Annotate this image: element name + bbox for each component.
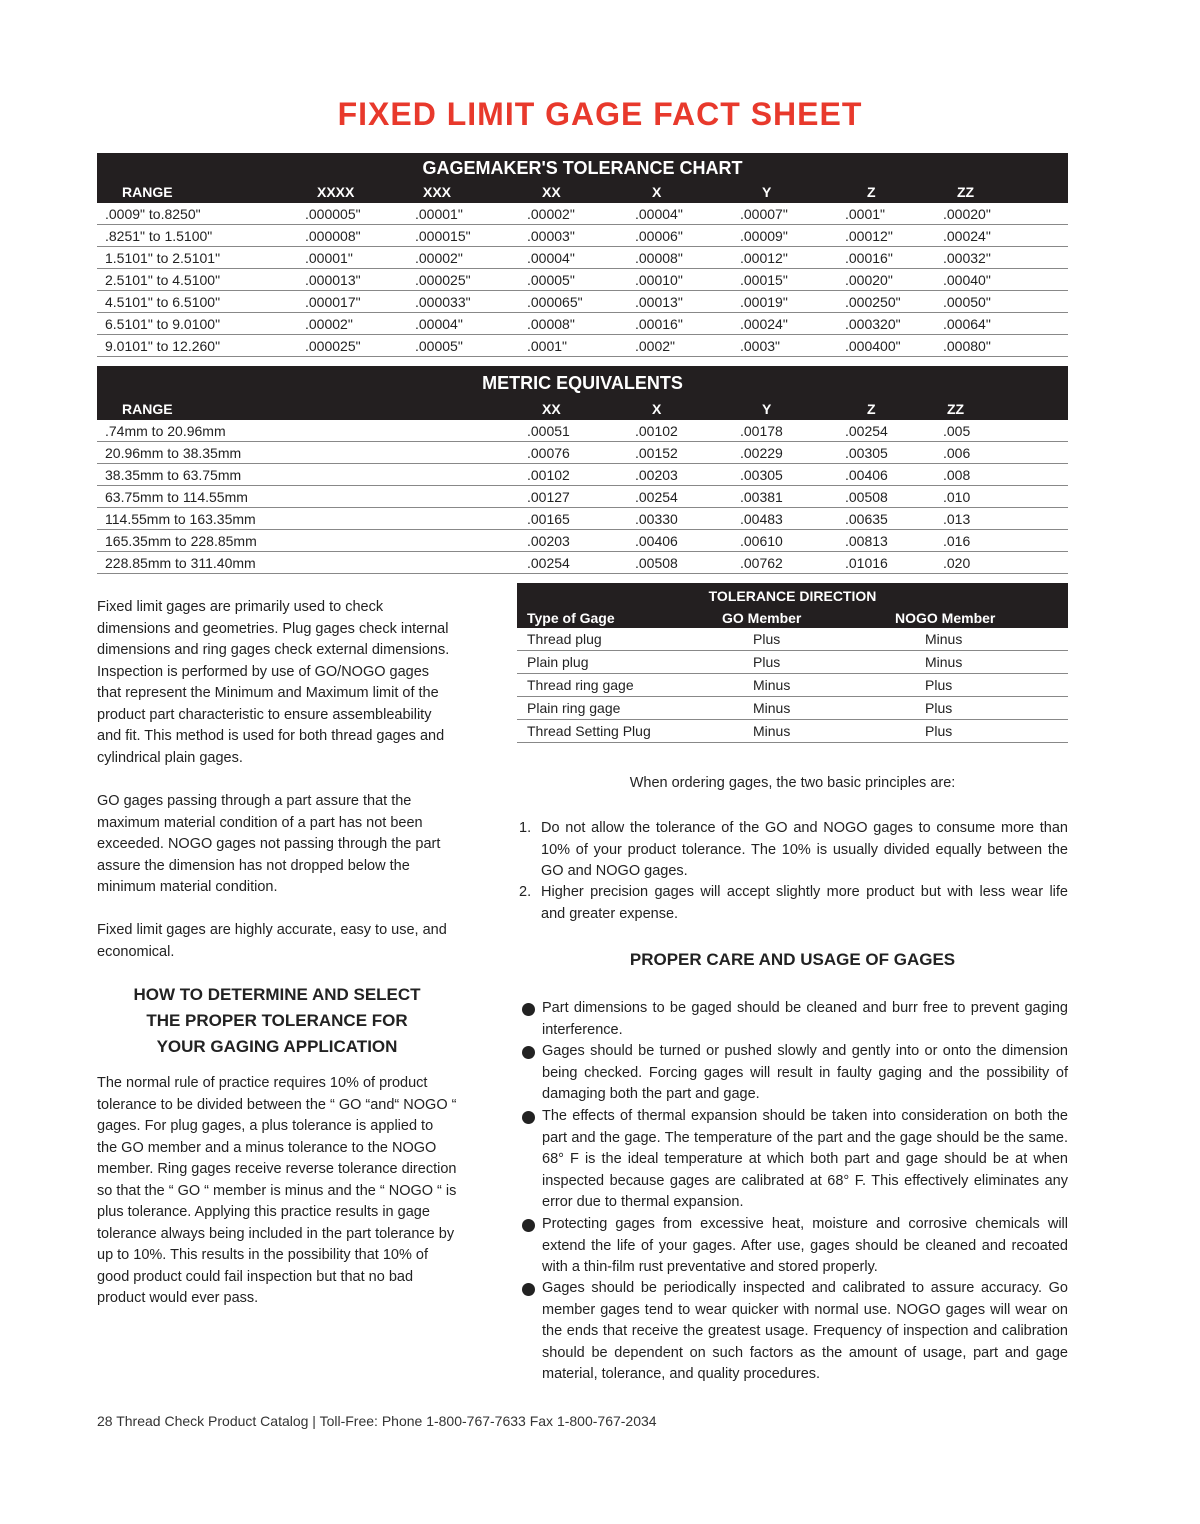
bullet-icon (522, 1111, 535, 1124)
col-header: Type of Gage (527, 610, 615, 626)
table-cell: .000065" (527, 294, 583, 310)
table-cell: .00015" (740, 272, 788, 288)
bullet-text: Gages should be turned or pushed slowly and gently into or onto the dimension being checked. Forcing gages will result in faulty gaging and the possibility of damaging both the part and gage. (542, 1043, 1068, 1102)
table-cell: .006 (943, 445, 971, 461)
table-cell: .000250" (845, 294, 901, 310)
tolerance-chart-caption: GAGEMAKER'S TOLERANCE CHART (422, 158, 743, 178)
table-cell: .00813 (845, 533, 888, 549)
table-cell: .000320" (845, 316, 901, 332)
table-row (97, 335, 1068, 357)
table-cell: Minus (925, 654, 963, 670)
table-cell: .010 (943, 489, 971, 505)
table-row (97, 291, 1068, 313)
table-cell: .00050" (943, 294, 991, 310)
col-header: GO Member (722, 610, 802, 626)
col-header: ZZ (957, 184, 975, 200)
table-cell: .00005" (415, 338, 463, 354)
table-cell: .00002" (305, 316, 353, 332)
care-bullet (522, 1278, 1068, 1386)
metric-table-header (97, 366, 1068, 420)
table-row (97, 247, 1068, 269)
col-header: Z (867, 401, 876, 417)
direction-table-caption: TOLERANCE DIRECTION (708, 588, 877, 604)
heading-line: THE PROPER TOLERANCE FOR (146, 1011, 408, 1030)
page-title: FIXED LIMIT GAGE FACT SHEET (337, 96, 863, 132)
care-bullet (522, 1214, 1068, 1279)
table-cell: .000005" (305, 206, 361, 222)
summary-paragraph: Fixed limit gages are highly accurate, easy to use, and economical. (97, 922, 447, 960)
care-bullet (522, 1041, 1068, 1106)
practice-paragraph: The normal rule of practice requires 10% of product tolerance to be divided between the “ GO “and“ NOGO “ gages. For plug gages, a plus tolerance is applied to the GO member and a minus tolerance to the NOGO member. Ring gages receive reverse tolerance direction so that the “ GO “ member is minus and the “ NOGO “ is plus tolerance. Applying this practice results in gage tolerance always being included in the part tolerance by up to 10%. This results in the possibility that 10% of good product could fail inspection but that no bad product would ever pass. (97, 1075, 457, 1306)
table-cell: .00635 (845, 511, 888, 527)
table-cell: 6.5101" to 9.0100" (105, 316, 221, 332)
table-cell: 20.96mm to 38.35mm (105, 445, 242, 461)
metric-table-caption: METRIC EQUIVALENTS (482, 373, 683, 393)
table-cell: .00007" (740, 206, 788, 222)
table-cell: .00152 (635, 445, 678, 461)
bullet-icon (522, 1219, 535, 1232)
care-bullet (522, 1106, 1068, 1214)
care-heading: PROPER CARE AND USAGE OF GAGES (629, 950, 956, 969)
table-cell: .0002" (635, 338, 676, 354)
table-cell: Minus (753, 723, 791, 739)
table-cell: .00508 (635, 555, 678, 571)
principle-number: 1. (519, 820, 532, 836)
table-cell: Thread plug (527, 631, 602, 647)
table-cell: 63.75mm to 114.55mm (105, 489, 248, 505)
table-cell: .00024" (943, 228, 991, 244)
table-cell: .000033" (415, 294, 471, 310)
table-cell: .00080" (943, 338, 991, 354)
table-cell: .00254 (527, 555, 570, 571)
table-cell: .00330 (635, 511, 678, 527)
table-row (517, 651, 1068, 674)
table-cell: .000013" (305, 272, 361, 288)
table-cell: .005 (943, 423, 971, 439)
table-cell: Plus (925, 723, 953, 739)
table-cell: Minus (925, 631, 963, 647)
table-cell: .00001" (305, 250, 353, 266)
table-cell: .00001" (415, 206, 463, 222)
bullet-text: The effects of thermal expansion should be taken into consideration on both the part and the gage. The temperature of the part and the gage should be the same. 68° F is the ideal temperature at which both part and gage should be at when inspected because gages are calibrated at 68° F. This effectively eliminates any error due to thermal expansion. (542, 1108, 1068, 1210)
col-header: RANGE (122, 401, 173, 417)
table-cell: .00102 (527, 467, 570, 483)
table-cell: 9.0101" to 12.260" (105, 338, 221, 354)
table-cell: 1.5101" to 2.5101" (105, 250, 221, 266)
col-header: RANGE (122, 184, 173, 200)
heading-line: YOUR GAGING APPLICATION (156, 1037, 398, 1056)
col-header: XXXX (317, 184, 355, 200)
table-row (97, 442, 1068, 464)
table-cell: .0003" (740, 338, 781, 354)
table-cell: .00006" (635, 228, 683, 244)
col-header: XX (542, 401, 561, 417)
col-header: ZZ (947, 401, 965, 417)
table-cell: .00203 (635, 467, 678, 483)
bullet-icon (522, 1283, 535, 1296)
tolerance-chart-header (97, 153, 1068, 203)
table-cell: .000008" (305, 228, 361, 244)
table-cell: .00051 (527, 423, 570, 439)
table-cell: .00003" (527, 228, 575, 244)
table-cell: .00016" (635, 316, 683, 332)
table-row (97, 486, 1068, 508)
principle-item (519, 882, 1068, 925)
table-cell: .00020" (845, 272, 893, 288)
tolerance-chart-columns (97, 181, 1068, 203)
table-row (97, 313, 1068, 335)
table-cell: .00483 (740, 511, 783, 527)
table-cell: .00610 (740, 533, 783, 549)
table-cell: .00010" (635, 272, 683, 288)
col-header: Z (867, 184, 876, 200)
go-gage-paragraph: GO gages passing through a part assure that the maximum material condition of a part has not been exceeded. NOGO gages not passing through the part assure the dimension has not dropped below the minimum material condition. (97, 793, 441, 895)
intro-paragraph: Fixed limit gages are primarily used to check dimensions and geometries. Plug gages check internal dimensions and ring gages check external dimensions. Inspection is performed by use of GO/NOGO gages that represent the Minimum and Maximum limit of the product part characteristic to ensure assembleability and fit. This method is used for both thread gages and cylindrical plain gages. (97, 599, 450, 766)
table-cell: .00040" (943, 272, 991, 288)
col-header: XXX (423, 184, 452, 200)
table-cell: .00508 (845, 489, 888, 505)
table-cell: .00005" (527, 272, 575, 288)
heading-line: HOW TO DETERMINE AND SELECT (133, 985, 421, 1004)
table-row (97, 464, 1068, 486)
table-cell: .00008" (635, 250, 683, 266)
bullet-text: Part dimensions to be gaged should be cleaned and burr free to prevent gaging interference. (542, 1000, 1068, 1038)
table-cell: Plus (753, 654, 781, 670)
table-cell: .00203 (527, 533, 570, 549)
table-cell: Plus (753, 631, 781, 647)
table-cell: .00004" (415, 316, 463, 332)
col-header: Y (762, 184, 772, 200)
table-cell: .00229 (740, 445, 783, 461)
table-cell: .00004" (635, 206, 683, 222)
table-cell: .00016" (845, 250, 893, 266)
page-footer: 28 Thread Check Product Catalog | Toll-Free: Phone 1-800-767-7633 Fax 1-800-767-2034 (97, 1413, 657, 1429)
table-cell: .000015" (415, 228, 471, 244)
table-cell: .000017" (305, 294, 361, 310)
table-cell: .01016 (845, 555, 888, 571)
table-row (517, 628, 1068, 651)
table-row (517, 697, 1068, 720)
table-row (97, 269, 1068, 291)
table-cell: .00009" (740, 228, 788, 244)
table-cell: .000025" (305, 338, 361, 354)
table-cell: .00064" (943, 316, 991, 332)
col-header: X (652, 401, 662, 417)
table-row (97, 420, 1068, 442)
table-cell: .00002" (415, 250, 463, 266)
table-cell: .016 (943, 533, 971, 549)
table-cell: Plus (925, 700, 953, 716)
col-header: X (652, 184, 662, 200)
table-row (517, 720, 1068, 743)
table-cell: .00406 (845, 467, 888, 483)
tolerance-chart (97, 153, 1068, 357)
table-row (97, 203, 1068, 225)
table-cell: 228.85mm to 311.40mm (105, 555, 256, 571)
table-cell: .00406 (635, 533, 678, 549)
table-cell: .00254 (845, 423, 888, 439)
care-bullet (522, 998, 1068, 1041)
table-cell: Minus (753, 677, 791, 693)
table-cell: .008 (943, 467, 971, 483)
col-header: XX (542, 184, 561, 200)
table-cell: .00381 (740, 489, 783, 505)
principle-text: Higher precision gages will accept slightly more product but with less wear life and greater expense. (541, 884, 1068, 922)
tolerance-direction-table (517, 583, 1068, 743)
metric-table-columns (97, 398, 1068, 420)
table-cell: .00178 (740, 423, 783, 439)
table-row (97, 552, 1068, 574)
table-cell: .00305 (845, 445, 888, 461)
table-cell: .00013" (635, 294, 683, 310)
table-cell: .00102 (635, 423, 678, 439)
table-cell: .00024" (740, 316, 788, 332)
section-heading-tolerance (97, 982, 457, 1060)
table-row (517, 674, 1068, 697)
direction-table-columns (517, 607, 1068, 628)
principle-text: Do not allow the tolerance of the GO and NOGO gages to consume more than 10% of your product tolerance. The 10% is usually divided equally between the GO and NOGO gages. (541, 820, 1068, 879)
bullet-icon (522, 1003, 535, 1016)
metric-equivalents-table (97, 366, 1068, 574)
table-cell: 165.35mm to 228.85mm (105, 533, 257, 549)
table-cell: .00002" (527, 206, 575, 222)
table-cell: .00032" (943, 250, 991, 266)
table-cell: .0001" (845, 206, 886, 222)
table-cell: .000025" (415, 272, 471, 288)
table-cell: .00019" (740, 294, 788, 310)
table-cell: .00127 (527, 489, 570, 505)
table-row (97, 530, 1068, 552)
table-cell: .00254 (635, 489, 678, 505)
table-cell: .0009" to.8250" (105, 206, 201, 222)
table-cell: .0001" (527, 338, 568, 354)
bullet-text: Gages should be periodically inspected and calibrated to assure accuracy. Go member gages tend to wear quicker with normal use. NOGO gages will wear on the ends that receive the greatest usage. Frequency of inspection and calibration should be dependent on such factors as the amount of usage, part and gage material, tolerance, and quality procedures. (542, 1280, 1068, 1382)
table-cell: .74mm to 20.96mm (105, 423, 226, 439)
table-cell: .00305 (740, 467, 783, 483)
principle-number: 2. (519, 884, 532, 900)
table-cell: Minus (753, 700, 791, 716)
direction-table-header (517, 583, 1068, 628)
bullet-text: Protecting gages from excessive heat, moisture and corrosive chemicals will extend the life of your gages. After use, gages should be cleaned and recoated with a thin-film rust preventative and stored properly. (542, 1216, 1068, 1275)
table-cell: .00012" (845, 228, 893, 244)
table-cell: .00076 (527, 445, 570, 461)
table-cell: .013 (943, 511, 971, 527)
table-cell: .020 (943, 555, 971, 571)
table-cell: Thread ring gage (527, 677, 634, 693)
table-row (97, 225, 1068, 247)
table-row (97, 508, 1068, 530)
table-cell: .00165 (527, 511, 570, 527)
table-cell: 4.5101" to 6.5100" (105, 294, 221, 310)
table-cell: 114.55mm to 163.35mm (105, 511, 256, 527)
table-cell: .00004" (527, 250, 575, 266)
table-cell: .00762 (740, 555, 783, 571)
table-cell: .00020" (943, 206, 991, 222)
table-cell: .00008" (527, 316, 575, 332)
principle-item (519, 818, 1068, 883)
table-cell: Plain plug (527, 654, 589, 670)
table-cell: 38.35mm to 63.75mm (105, 467, 242, 483)
table-cell: 2.5101" to 4.5100" (105, 272, 221, 288)
col-header: NOGO Member (895, 610, 996, 626)
col-header: Y (762, 401, 772, 417)
table-cell: .8251" to 1.5100" (105, 228, 213, 244)
table-cell: Plus (925, 677, 953, 693)
ordering-intro: When ordering gages, the two basic principles are: (629, 775, 956, 791)
table-cell: Plain ring gage (527, 700, 621, 716)
table-cell: .000400" (845, 338, 901, 354)
bullet-icon (522, 1046, 535, 1059)
table-cell: .00012" (740, 250, 788, 266)
table-cell: Thread Setting Plug (527, 723, 651, 739)
